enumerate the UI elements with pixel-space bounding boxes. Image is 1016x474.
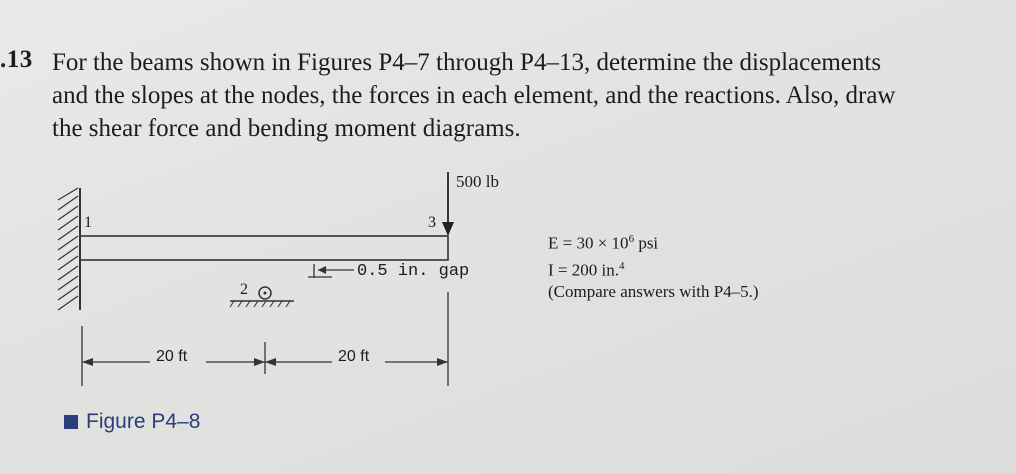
- material-properties: [548, 228, 759, 303]
- gap-indicator: [308, 264, 354, 278]
- node-label-1: 1: [84, 214, 92, 231]
- modulus-line: $E = 30 \times 10^6$ psi: [548, 233, 659, 253]
- problem-number: .13: [0, 46, 33, 73]
- dimension-lines: [82, 292, 448, 386]
- beam: [80, 236, 448, 260]
- problem-line-3: the shear force and bending moment diagrams.: [52, 115, 521, 142]
- load-arrow: [442, 172, 454, 236]
- gap-label: 0.5 in. gap: [357, 262, 470, 281]
- problem-line-2: and the slopes at the nodes, the forces in each element, and the reactions. Also, draw: [52, 82, 896, 109]
- dimension-label-2: 20 ft: [338, 348, 370, 365]
- problem-line-1: For the beams shown in Figures P4–7 through P4–13, determine the displacements: [52, 49, 882, 76]
- inertia-line: I = 200 in.$^4$: [548, 259, 625, 280]
- figure-caption-text: Figure P4–8: [86, 410, 201, 433]
- compare-note: (Compare answers with P4–5.): [548, 282, 759, 302]
- node-label-2: 2: [240, 281, 248, 298]
- dimension-label-1: 20 ft: [156, 348, 188, 365]
- fixed-wall-support: [58, 188, 80, 310]
- caption-square-icon: [64, 415, 78, 429]
- load-label: 500 lb: [456, 172, 499, 191]
- figure-caption: [64, 410, 200, 434]
- node-label-3: 3: [428, 214, 436, 231]
